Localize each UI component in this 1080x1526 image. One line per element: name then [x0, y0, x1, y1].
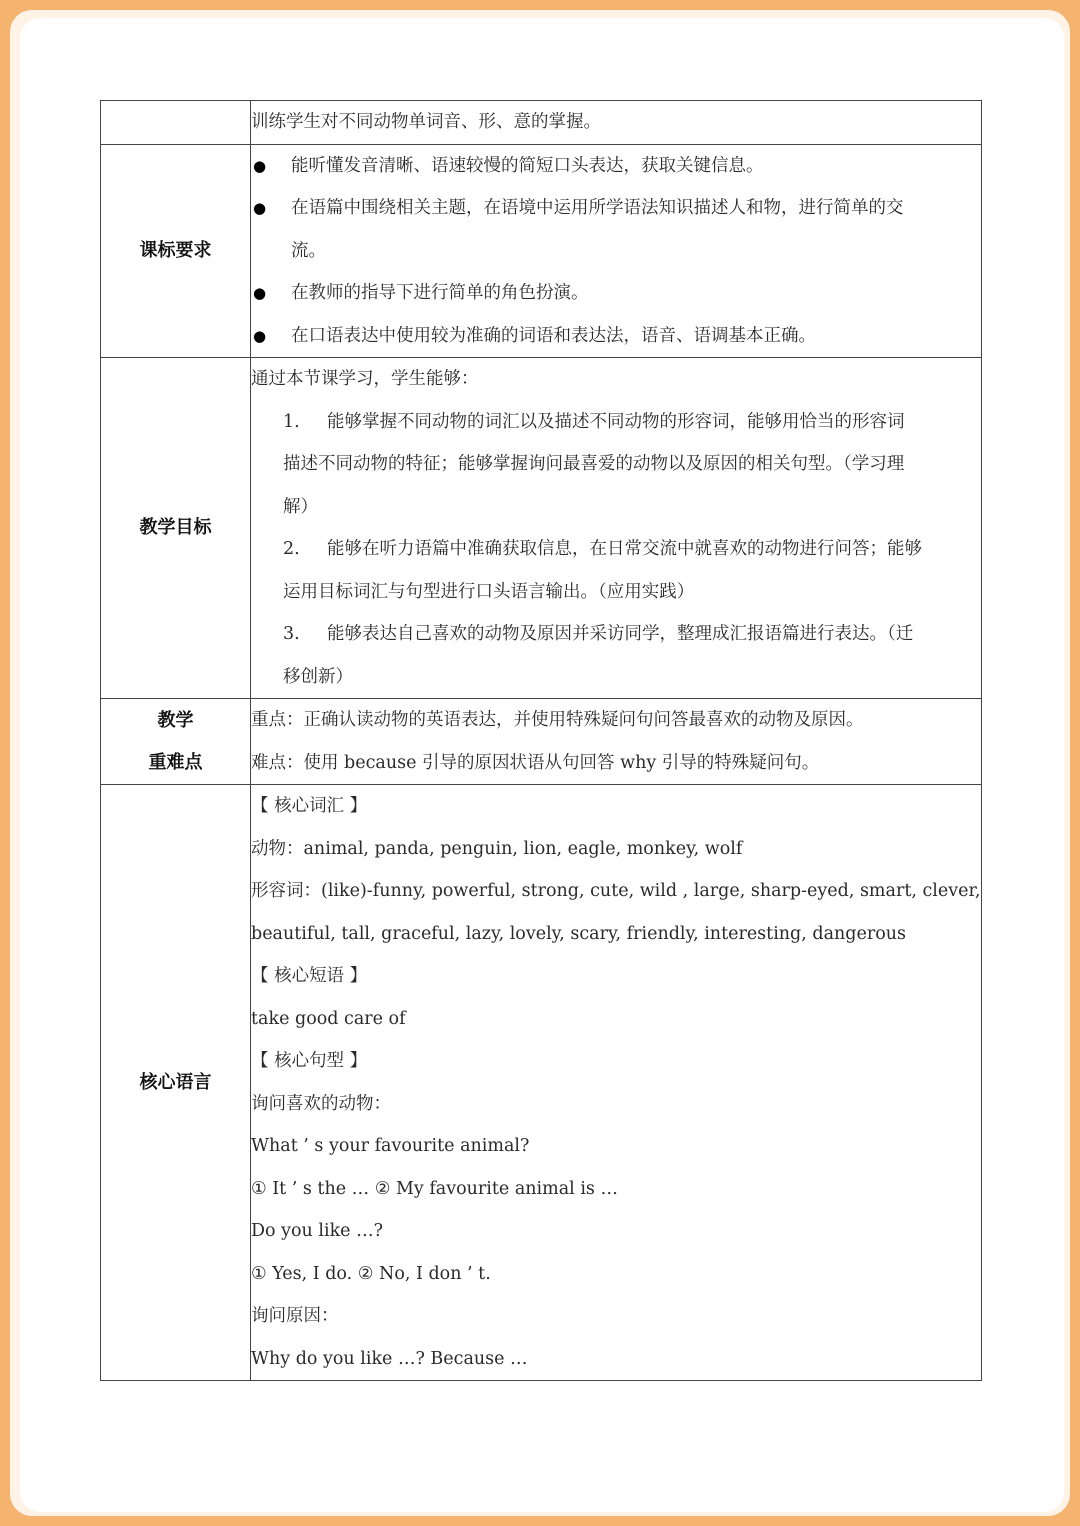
item-number: 2.	[283, 539, 300, 559]
item-number: 3.	[283, 624, 300, 644]
label-line: 重难点	[148, 751, 203, 773]
core-language-line: What ’ s your favourite animal?	[251, 1136, 530, 1156]
core-language-line: ① Yes, I do. ② No, I don ’ t.	[251, 1263, 491, 1284]
item-text: 能够掌握不同动物的词汇以及描述不同动物的形容词，能够用恰当的形容词	[327, 411, 905, 432]
difficulty-text: 难点：使用 because 引导的原因状语从句回答 why 引导的特殊疑问句。	[251, 752, 820, 773]
key-point-text: 重点：正确认读动物的英语表达，并使用特殊疑问句问答最喜欢的动物及原因。	[251, 710, 864, 730]
item-text: 移创新）	[283, 666, 353, 687]
row-label-curriculum: 课标要求	[101, 144, 251, 358]
objective-item-3	[251, 613, 981, 698]
curriculum-cell	[251, 144, 982, 358]
core-language-line: 【 核心词汇 】	[251, 796, 368, 816]
bullet-icon: ●	[253, 326, 267, 345]
core-language-line: 形容词：(like)-funny, powerful, strong, cute, wild , large, sharp-eyed, smart, clever,	[251, 881, 981, 901]
objectives-intro: 通过本节课学习，学生能够：	[251, 369, 479, 389]
row-label-objectives: 教学目标	[101, 358, 251, 699]
key-points-cell	[251, 699, 982, 785]
core-language-line: 动物：animal, panda, penguin, lion, eagle, monkey, wolf	[251, 838, 743, 859]
item-text: 描述不同动物的特征；能够掌握询问最喜爱的动物以及原因的相关句型。（学习理	[283, 454, 905, 474]
core-language-line: take good care of	[251, 1008, 406, 1029]
core-language-line: beautiful, tall, graceful, lazy, lovely, scary, friendly, interesting, dangerous	[251, 923, 907, 944]
item-text: 运用目标词汇与句型进行口头语言输出。（应用实践）	[283, 581, 695, 602]
bullet-text: 流。	[291, 240, 326, 261]
item-text: 解）	[283, 496, 318, 517]
row-label-empty	[101, 101, 251, 145]
objective-item-1	[251, 401, 981, 529]
item-number: 1.	[283, 411, 300, 432]
core-language-cell	[251, 785, 982, 1381]
list-item	[251, 272, 981, 315]
bullet-text: 在语篇中围绕相关主题，在语境中运用所学语法知识描述人和物，进行简单的交	[291, 198, 904, 218]
objective-item-2	[251, 528, 981, 613]
bullet-icon: ●	[253, 199, 267, 217]
list-item	[251, 187, 981, 272]
list-item	[251, 315, 981, 358]
bullet-text: 在教师的指导下进行简单的角色扮演。	[291, 283, 589, 303]
core-language-line: Do you like …?	[251, 1221, 383, 1241]
core-language-line: 询问喜欢的动物：	[251, 1093, 391, 1114]
bullet-icon: ●	[253, 156, 267, 175]
objectives-cell	[251, 358, 982, 699]
core-language-line: Why do you like …? Because …	[251, 1348, 528, 1369]
label-line: 教学	[157, 709, 194, 731]
item-text: 能够在听力语篇中准确获取信息，在日常交流中就喜欢的动物进行问答；能够	[327, 539, 922, 559]
lesson-plan-table	[100, 100, 982, 1381]
table-row	[101, 144, 982, 358]
bullet-text: 在口语表达中使用较为准确的词语和表达法，语音、语调基本正确。	[291, 325, 816, 346]
bullet-text: 能听懂发音清晰、语速较慢的简短口头表达，获取关键信息。	[291, 155, 764, 176]
bullet-icon: ●	[253, 284, 267, 302]
vocab-training-text: 训练学生对不同动物单词音、形、意的掌握。	[251, 112, 601, 132]
vocab-training-cell	[251, 101, 982, 145]
row-label-key-points	[101, 699, 251, 785]
table-row	[101, 785, 982, 1381]
table-row	[101, 101, 982, 145]
row-label-core-language: 核心语言	[101, 785, 251, 1381]
core-language-line: ① It ’ s the … ② My favourite animal is …	[251, 1178, 618, 1199]
core-language-line: 询问原因：	[251, 1306, 339, 1326]
table-row	[101, 699, 982, 785]
core-language-line: 【 核心短语 】	[251, 966, 368, 986]
core-language-line: 【 核心句型 】	[251, 1051, 368, 1071]
table-row	[101, 358, 982, 699]
item-text: 能够表达自己喜欢的动物及原因并采访同学，整理成汇报语篇进行表达。（迁	[327, 624, 914, 644]
list-item	[251, 145, 981, 188]
